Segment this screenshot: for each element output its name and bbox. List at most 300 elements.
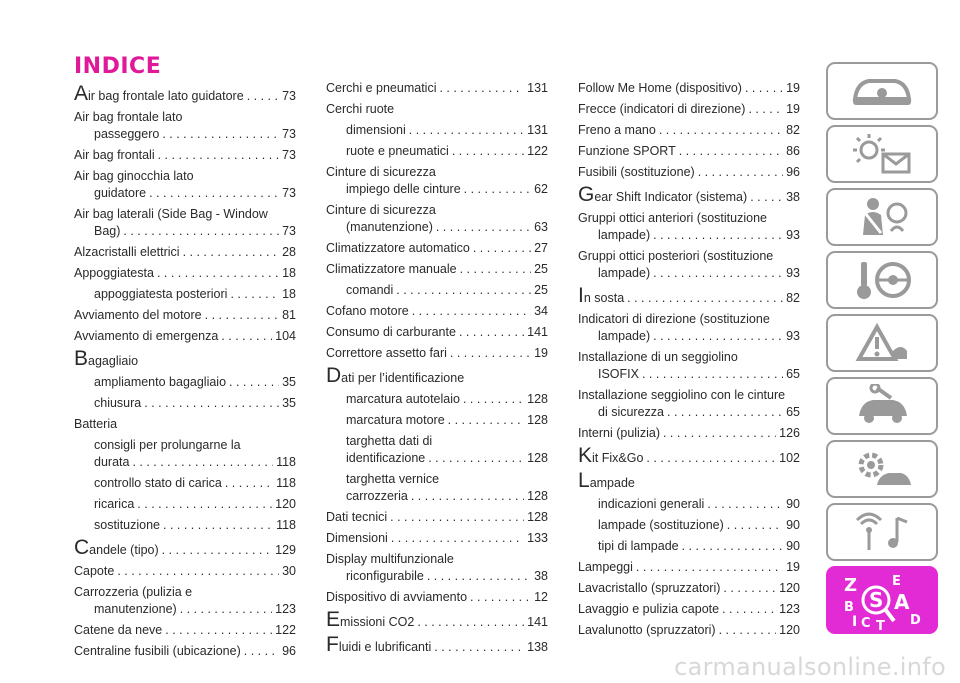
index-entry-text: ir bag frontale lato guidatore: [88, 89, 244, 103]
index-entry-label: [346, 122, 406, 139]
index-entry[interactable]: [326, 202, 548, 236]
index-entry-label: [346, 412, 445, 429]
page-number: 129: [275, 543, 296, 557]
index-entry[interactable]: [326, 324, 548, 341]
index-entry-text: chiusura: [94, 396, 142, 410]
page-number: 120: [779, 623, 800, 637]
index-entry[interactable]: [74, 147, 296, 164]
index-entry-label: [326, 589, 467, 606]
page-number: 104: [275, 329, 296, 343]
index-entry-label: [346, 488, 408, 505]
index-entry-text: Carrozzeria (pulizia e: [74, 585, 193, 599]
index-entry-label: [598, 496, 704, 513]
index-column-3: [578, 80, 800, 643]
index-entry[interactable]: [326, 282, 548, 299]
index-entry-text: guidatore: [94, 186, 147, 200]
index-entry[interactable]: [578, 311, 800, 345]
index-entry-text: Climatizzatore automatico: [326, 241, 470, 255]
page-number: 38: [786, 190, 800, 204]
index-entry[interactable]: [578, 425, 800, 442]
index-entry-text: Batteria: [74, 417, 118, 431]
page-number: 93: [786, 266, 800, 280]
page-number: 82: [786, 291, 800, 305]
dot-leader: [123, 223, 279, 240]
index-entry[interactable]: [326, 366, 548, 387]
light-envelope-icon: [847, 132, 917, 176]
index-entry-text: Funzione SPORT: [578, 144, 676, 158]
index-entry[interactable]: [326, 261, 548, 278]
index-entry-label: [94, 223, 120, 240]
index-entry[interactable]: [326, 433, 548, 467]
index-entry-text: luidi e lubrificanti: [338, 640, 432, 654]
index-entry-label: [598, 404, 664, 421]
page-number: 126: [779, 426, 800, 440]
page-number: 62: [534, 182, 548, 196]
index-letters-icon: [832, 569, 932, 631]
tab-technical-data[interactable]: [826, 440, 938, 498]
index-entry[interactable]: [74, 538, 296, 559]
page-number: 81: [282, 308, 296, 322]
index-entry[interactable]: [74, 109, 296, 143]
index-entry[interactable]: [74, 622, 296, 639]
index-entry-label: [94, 496, 134, 513]
page-number: 12: [534, 590, 548, 604]
index-entry-label: [578, 425, 660, 442]
index-entry-text: targhetta dati di: [346, 434, 433, 448]
index-entry[interactable]: [578, 185, 800, 206]
dot-leader: [144, 395, 279, 412]
index-entry-text: Lavacristallo (spruzzatori): [578, 581, 721, 595]
dot-leader: [448, 412, 524, 429]
index-entry-label: [578, 143, 676, 160]
index-entry[interactable]: [326, 101, 548, 118]
dot-leader: [439, 80, 524, 97]
page-number: 128: [527, 413, 548, 427]
page-number: 19: [534, 346, 548, 360]
index-entry[interactable]: [578, 122, 800, 139]
dot-leader: [663, 425, 776, 442]
index-entry-text: Dimensioni: [326, 531, 388, 545]
index-entry[interactable]: [326, 164, 548, 198]
index-letter: S: [869, 588, 884, 612]
index-entry-label: [346, 568, 424, 585]
page-number: 73: [282, 148, 296, 162]
index-entry-label: [74, 244, 180, 261]
index-entry[interactable]: [326, 122, 548, 139]
page-number: 34: [534, 304, 548, 318]
index-entry[interactable]: [74, 244, 296, 261]
dot-leader: [391, 530, 524, 547]
index-entry[interactable]: [74, 328, 296, 345]
index-entry-label: [74, 265, 154, 282]
index-entry-text: Lampeggi: [578, 560, 633, 574]
index-entry-text: Gruppi ottici posteriori (sostituzione: [578, 249, 774, 263]
index-entry-text: marcatura autotelaio: [346, 392, 460, 406]
index-entry[interactable]: [578, 471, 800, 492]
index-entry-text: Cerchi e pneumatici: [326, 81, 437, 95]
page-number: 118: [276, 455, 296, 469]
dot-leader: [163, 517, 273, 534]
index-entry[interactable]: [74, 349, 296, 370]
page-number: 35: [282, 396, 296, 410]
index-entry-label: [578, 446, 643, 467]
index-entry-text: missioni CO2: [340, 615, 415, 629]
page-number: 122: [527, 144, 548, 158]
index-entry[interactable]: [578, 387, 800, 421]
tab-multimedia[interactable]: [826, 503, 938, 561]
index-entry-text: ISOFIX: [598, 367, 639, 381]
index-entry-text: Alzacristalli elettrici: [74, 245, 180, 259]
dot-leader: [750, 189, 783, 206]
page-number: 25: [534, 262, 548, 276]
index-entry[interactable]: [74, 563, 296, 580]
dot-leader: [653, 227, 783, 244]
index-entry-label: [598, 538, 679, 555]
dot-leader: [748, 101, 783, 118]
page-number: 93: [786, 329, 800, 343]
index-entry-text: ati per l’identificazione: [341, 371, 465, 385]
tab-lights-messages[interactable]: [826, 125, 938, 183]
index-entry-text: lampade (sostituzione): [598, 518, 724, 532]
index-entry-label: [326, 80, 436, 97]
index-entry[interactable]: [74, 206, 296, 240]
index-entry-label: [74, 643, 241, 660]
index-entry[interactable]: [74, 265, 296, 282]
index-entry[interactable]: [578, 164, 800, 181]
index-section-letter: L: [578, 469, 590, 492]
index-entry-text: Capote: [74, 564, 115, 578]
index-entry-text: Avviamento del motore: [74, 308, 202, 322]
index-entry-label: [94, 395, 141, 412]
index-entry-label: [578, 601, 719, 618]
index-entry[interactable]: [326, 391, 548, 408]
index-entry[interactable]: [74, 307, 296, 324]
index-entry-text: Installazione seggiolino con le cinture: [578, 388, 786, 402]
index-entry[interactable]: [578, 286, 800, 307]
page-number: 25: [534, 283, 548, 297]
index-section-letter: G: [578, 183, 595, 206]
dot-leader: [642, 366, 783, 383]
index-entry-text: Cinture di sicurezza: [326, 203, 436, 217]
page-number: 19: [786, 81, 800, 95]
dot-leader: [230, 286, 279, 303]
page-number: 28: [282, 245, 296, 259]
index-entry-text: tipi di lampade: [598, 539, 679, 553]
dot-leader: [428, 450, 524, 467]
index-entry-text: Display multifunzionale: [326, 552, 454, 566]
dot-leader: [460, 261, 531, 278]
index-entry[interactable]: [578, 248, 800, 282]
index-entry-label: [326, 261, 457, 278]
index-entry-label: [74, 147, 155, 164]
index-entry[interactable]: [578, 559, 800, 576]
index-entry-label: [326, 530, 388, 547]
page-number: 123: [275, 602, 296, 616]
page-number: 123: [779, 602, 800, 616]
page-number: 128: [527, 392, 548, 406]
index-entry-label: [94, 185, 146, 202]
page-number: 131: [527, 123, 548, 137]
index-entry-text: (manutenzione): [346, 220, 433, 234]
index-entry-label: [326, 610, 414, 631]
index-entry-text: durata: [94, 455, 130, 469]
tab-starting-driving[interactable]: [826, 251, 938, 309]
dot-leader: [464, 181, 531, 198]
index-letter: B: [844, 600, 854, 615]
index-entry[interactable]: [578, 80, 800, 97]
index-entry-text: Climatizzatore manuale: [326, 262, 457, 276]
index-entry-label: [578, 185, 747, 206]
tab-maintenance[interactable]: [826, 377, 938, 435]
index-entry-label: [326, 366, 464, 387]
index-entry[interactable]: [578, 580, 800, 597]
dot-leader: [180, 601, 272, 618]
dot-leader: [229, 374, 279, 391]
index-entry[interactable]: [74, 84, 296, 105]
index-entry[interactable]: [326, 303, 548, 320]
page-number: 18: [282, 287, 296, 301]
page-number: 73: [282, 224, 296, 238]
index-entry-label: [578, 80, 742, 97]
index-entry-label: [578, 164, 695, 181]
index-entry-label: [74, 84, 244, 105]
page-title: INDICE: [74, 54, 162, 79]
index-entry[interactable]: [326, 610, 548, 631]
index-entry-label: [326, 509, 387, 526]
dot-leader: [247, 88, 279, 105]
index-entry[interactable]: [578, 517, 800, 534]
dot-leader: [390, 509, 524, 526]
dot-leader: [409, 122, 524, 139]
index-section-letter: K: [578, 444, 593, 467]
index-entry[interactable]: [578, 601, 800, 618]
index-section-letter: A: [74, 82, 89, 105]
index-section-letter: I: [578, 284, 584, 307]
index-entry[interactable]: [578, 349, 800, 383]
dot-leader: [205, 307, 279, 324]
index-entry-text: ricarica: [94, 497, 135, 511]
gear-car-icon: [847, 447, 917, 491]
index-entry-text: marcatura motore: [346, 413, 445, 427]
page-number: 90: [786, 539, 800, 553]
index-entry-label: [94, 374, 226, 391]
index-entry-text: Centraline fusibili (ubicazione): [74, 644, 241, 658]
dot-leader: [707, 496, 783, 513]
index-entry-label: [94, 286, 227, 303]
dot-leader: [221, 328, 272, 345]
index-entry-text: Gruppi ottici anteriori (sostituzione: [578, 211, 767, 225]
key-steering-wheel-icon: [847, 258, 917, 302]
index-entry[interactable]: [326, 345, 548, 362]
index-entry-text: appoggiatesta posteriori: [94, 287, 228, 301]
page-number: 30: [282, 564, 296, 578]
dot-leader: [450, 345, 531, 362]
page-number: 86: [786, 144, 800, 158]
index-entry-text: riconfigurabile: [346, 569, 424, 583]
index-entry[interactable]: [74, 584, 296, 618]
index-entry[interactable]: [326, 530, 548, 547]
dot-leader: [452, 143, 524, 160]
index-entry[interactable]: [578, 496, 800, 513]
index-entry[interactable]: [74, 496, 296, 513]
page-number: 128: [527, 451, 548, 465]
index-entry-label: [326, 635, 431, 656]
index-column-1: [74, 80, 296, 664]
index-entry-text: ampliamento bagagliaio: [94, 375, 227, 389]
index-entry[interactable]: [326, 589, 548, 606]
index-entry-text: lampade): [598, 329, 651, 343]
tab-index[interactable]: [826, 566, 938, 634]
index-entry[interactable]: [74, 374, 296, 391]
index-entry-label: [578, 580, 720, 597]
index-entry-label: [94, 126, 159, 143]
dot-leader: [412, 303, 531, 320]
car-dashboard-icon: [847, 69, 917, 113]
dot-leader: [473, 240, 531, 257]
index-entry[interactable]: [326, 240, 548, 257]
index-entry-label: [346, 450, 425, 467]
index-entry-label: [326, 324, 456, 341]
dot-leader: [463, 391, 524, 408]
index-entry[interactable]: [578, 622, 800, 639]
page-number: 18: [282, 266, 296, 280]
page-number: 128: [527, 510, 548, 524]
index-entry-label: [578, 286, 624, 307]
index-entry[interactable]: [326, 551, 548, 585]
index-entry-label: [578, 622, 716, 639]
index-entry-label: [74, 563, 114, 580]
dot-leader: [427, 568, 531, 585]
index-entry[interactable]: [326, 509, 548, 526]
wrench-car-icon: [847, 384, 917, 428]
index-entry-label: [94, 454, 129, 471]
index-entry-label: [346, 143, 449, 160]
index-entry-text: consigli per prolungarne la: [94, 438, 241, 452]
index-entry-text: identificazione: [346, 451, 426, 465]
index-entry[interactable]: [326, 635, 548, 656]
index-entry[interactable]: [74, 475, 296, 492]
page-number: 120: [779, 581, 800, 595]
dot-leader: [162, 542, 272, 559]
index-entry[interactable]: [326, 412, 548, 429]
index-section-letter: C: [74, 536, 90, 559]
page-number: 138: [527, 640, 548, 654]
index-entry-text: agagliaio: [88, 354, 139, 368]
tab-safety[interactable]: [826, 188, 938, 246]
index-entry-text: it Fix&Go: [592, 451, 644, 465]
index-entry[interactable]: [326, 80, 548, 97]
dot-leader: [719, 622, 777, 639]
index-entry[interactable]: [578, 143, 800, 160]
index-entry-label: [94, 475, 222, 492]
index-entry-text: di sicurezza: [598, 405, 664, 419]
index-entry-text: targhetta vernice: [346, 472, 440, 486]
page-number: 65: [786, 405, 800, 419]
dot-leader: [745, 80, 783, 97]
index-entry[interactable]: [578, 446, 800, 467]
page-number: 63: [534, 220, 548, 234]
index-entry-text: Air bag frontale lato: [74, 110, 183, 124]
dot-leader: [667, 404, 783, 421]
index-entry[interactable]: [74, 416, 296, 433]
index-letter: I: [852, 614, 858, 630]
index-entry-label: [74, 328, 218, 345]
index-entry-text: Cerchi ruote: [326, 102, 395, 116]
index-entry[interactable]: [74, 437, 296, 471]
page-number: 131: [527, 81, 548, 95]
index-entry-text: lampade): [598, 228, 651, 242]
tab-car-dashboard[interactable]: [826, 62, 938, 120]
tab-emergency[interactable]: [826, 314, 938, 372]
dot-leader: [434, 639, 524, 656]
index-entry[interactable]: [74, 286, 296, 303]
dot-leader: [679, 143, 783, 160]
page-number: 82: [786, 123, 800, 137]
dot-leader: [723, 580, 776, 597]
page-number: 93: [786, 228, 800, 242]
seatbelt-airbag-icon: [847, 195, 917, 239]
index-column-2: [326, 80, 548, 660]
page-number: 120: [275, 497, 296, 511]
index-entry-text: passeggero: [94, 127, 160, 141]
dot-leader: [653, 265, 783, 282]
page-number: 19: [786, 102, 800, 116]
page-number: 141: [527, 615, 548, 629]
index-entry[interactable]: [74, 643, 296, 660]
index-letter: A: [894, 590, 910, 614]
page-number: 133: [527, 531, 548, 545]
dot-leader: [162, 126, 279, 143]
dot-leader: [244, 643, 279, 660]
page-number: 90: [786, 497, 800, 511]
index-entry-label: [326, 345, 447, 362]
index-entry-label: [598, 227, 650, 244]
index-entry[interactable]: [326, 471, 548, 505]
index-entry-label: [74, 622, 162, 639]
index-entry-label: [94, 601, 177, 618]
index-entry-text: Air bag frontali: [74, 148, 155, 162]
dot-leader: [132, 454, 273, 471]
index-entry[interactable]: [74, 517, 296, 534]
dot-leader: [157, 265, 279, 282]
dot-leader: [459, 324, 524, 341]
index-entry[interactable]: [578, 101, 800, 118]
page-number: 38: [534, 569, 548, 583]
dot-leader: [417, 614, 524, 631]
index-entry-text: n sosta: [583, 291, 625, 305]
index-entry[interactable]: [74, 395, 296, 412]
index-entry-text: Interni (pulizia): [578, 426, 660, 440]
index-entry-text: Follow Me Home (dispositivo): [578, 81, 742, 95]
index-entry-label: [346, 181, 461, 198]
dot-leader: [158, 147, 279, 164]
index-entry-label: [74, 538, 159, 559]
index-entry[interactable]: [578, 538, 800, 555]
dot-leader: [149, 185, 279, 202]
index-entry[interactable]: [74, 168, 296, 202]
index-entry-text: dimensioni: [346, 123, 406, 137]
dot-leader: [470, 589, 531, 606]
index-entry[interactable]: [578, 210, 800, 244]
index-entry-label: [346, 219, 433, 236]
dot-leader: [396, 282, 531, 299]
index-entry-text: indicazioni generali: [598, 497, 705, 511]
index-letter: E: [892, 574, 901, 589]
index-entry[interactable]: [326, 143, 548, 160]
index-entry-text: impiego delle cinture: [346, 182, 461, 196]
index-entry-label: [346, 391, 460, 408]
index-section-letter: F: [326, 633, 339, 656]
